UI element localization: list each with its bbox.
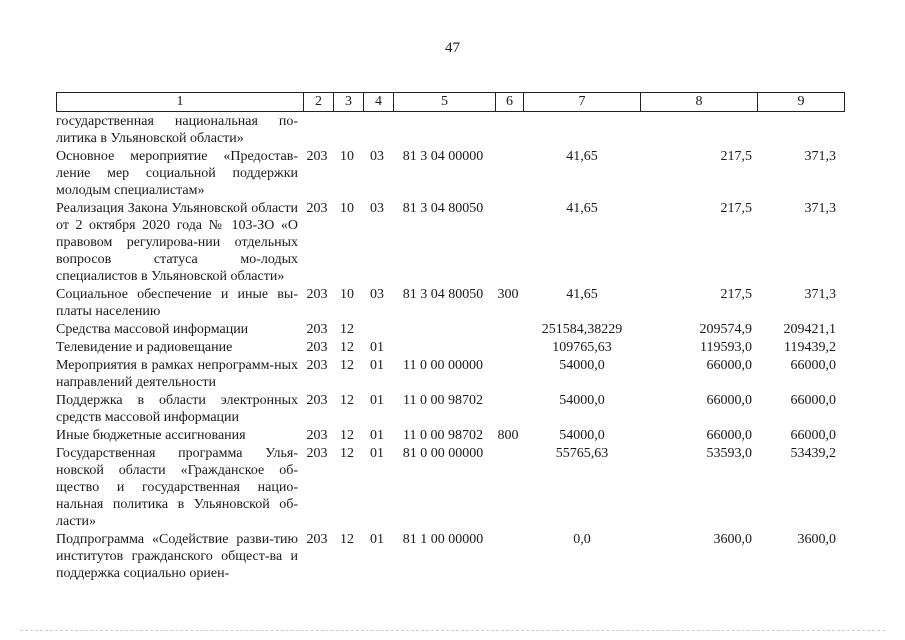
row-name-cell: Социальное обеспечение и иные вы-платы населению <box>56 287 298 319</box>
row-value-cell-7: 109765,63 <box>552 340 612 355</box>
row-value-cell-9: 371,3 <box>804 149 836 164</box>
page-bottom-edge <box>20 630 885 631</box>
row-value-cell-7: 55765,63 <box>555 446 609 461</box>
table-row <box>56 320 836 338</box>
row-value-cell-6 <box>494 391 522 426</box>
row-value-cell-8: 119593,0 <box>700 340 752 355</box>
row-value-cell-2: 203 <box>306 446 328 461</box>
row-value-cell-3: 12 <box>340 340 354 355</box>
row-value-cell-3: 12 <box>340 322 354 337</box>
row-value-cell-7: 41,65 <box>566 287 598 302</box>
row-value-cell-7: 54000,0 <box>559 393 605 408</box>
row-value-cell-6 <box>494 320 522 338</box>
row-value-cell-2: 203 <box>306 322 328 337</box>
row-value-cell-6 <box>494 147 522 199</box>
header-cell-3: 3 <box>334 93 364 112</box>
row-value-cell-3: 12 <box>340 393 354 408</box>
row-value-cell-8: 66000,0 <box>706 428 752 443</box>
table-row <box>56 444 836 530</box>
row-value-cell-9: 53439,2 <box>790 446 836 461</box>
row-value-cell-6 <box>494 356 522 391</box>
header-cell-6: 6 <box>496 93 524 112</box>
table-row <box>56 338 836 356</box>
row-value-cell-8: 209574,9 <box>699 322 752 337</box>
row-name-cell: Средства массовой информации <box>56 322 249 337</box>
row-name-cell: Поддержка в области электронных средств массовой информации <box>56 393 298 425</box>
header-cell-1: 1 <box>57 93 304 112</box>
row-value-cell-8: 66000,0 <box>706 393 752 408</box>
table-row <box>56 356 836 391</box>
row-value-cell-3: 10 <box>340 287 354 302</box>
row-value-cell-7: 251584,38229 <box>541 322 623 337</box>
row-value-cell-4: 03 <box>370 287 384 302</box>
row-value-cell-3: 10 <box>340 149 354 164</box>
row-value-cell-4: 03 <box>370 201 384 216</box>
row-value-cell-9: 66000,0 <box>790 393 836 408</box>
row-value-cell-5: 11 0 00 00000 <box>403 358 483 373</box>
row-name-cell: Мероприятия в рамках непрограмм-ных направлений деятельности <box>56 358 298 390</box>
table-row <box>56 391 836 426</box>
row-value-cell-4: 01 <box>370 358 384 373</box>
header-cell-8: 8 <box>641 93 758 112</box>
row-value-cell-2: 203 <box>306 149 328 164</box>
row-value-cell-5: 81 1 00 00000 <box>402 532 484 547</box>
row-value-cell-6 <box>494 338 522 356</box>
row-value-cell-7 <box>522 112 642 147</box>
table-row <box>56 147 836 199</box>
row-value-cell-6 <box>494 112 522 147</box>
row-value-cell-9: 371,3 <box>804 201 836 216</box>
header-cell-4: 4 <box>364 93 394 112</box>
row-value-cell-8: 217,5 <box>720 201 752 216</box>
row-value-cell-9: 371,3 <box>804 287 836 302</box>
header-cell-2: 2 <box>304 93 334 112</box>
row-value-cell-8: 3600,0 <box>713 532 752 547</box>
row-value-cell-9: 66000,0 <box>790 358 836 373</box>
row-value-cell-5: 81 3 04 80050 <box>402 287 484 302</box>
row-value-cell-7: 54000,0 <box>559 428 605 443</box>
row-value-cell-6 <box>494 199 522 285</box>
row-value-cell-5: 11 0 00 98702 <box>403 393 483 408</box>
row-value-cell-9: 209421,1 <box>783 322 836 337</box>
row-value-cell-4: 01 <box>370 340 384 355</box>
row-value-cell-5: 81 3 04 00000 <box>402 149 484 164</box>
row-value-cell-4: 01 <box>370 446 384 461</box>
row-value-cell-4 <box>362 320 392 338</box>
row-value-cell-3: 12 <box>340 428 354 443</box>
header-cell-5: 5 <box>394 93 496 112</box>
row-value-cell-6 <box>494 530 522 582</box>
row-value-cell-3: 10 <box>340 201 354 216</box>
row-value-cell-5: 81 0 00 00000 <box>402 446 484 461</box>
table-header <box>56 92 845 112</box>
row-value-cell-4: 03 <box>370 149 384 164</box>
row-value-cell-8: 217,5 <box>720 149 752 164</box>
row-value-cell-2: 203 <box>306 532 328 547</box>
row-value-cell-2: 203 <box>306 201 328 216</box>
row-name-cell: Государственная программа Улья-новской области «Гражданское об-щество и государственная нацио-нальная политика в Ульяновской об-ласти» <box>56 446 298 529</box>
row-name-cell: Реализация Закона Ульяновской области от 2 октября 2020 года № 103-ЗО «О правовом регулирова-нии отдельных вопросов статуса мо-лодых специалистов в Ульяновской области» <box>56 201 298 284</box>
row-value-cell-4: 01 <box>370 393 384 408</box>
header-cell-7: 7 <box>524 93 641 112</box>
row-value-cell-5 <box>392 320 494 338</box>
row-value-cell-8: 217,5 <box>720 287 752 302</box>
row-value-cell-3 <box>332 112 362 147</box>
table-row <box>56 426 836 444</box>
table-row <box>56 199 836 285</box>
table-row <box>56 285 836 320</box>
page-number: 47 <box>445 40 460 56</box>
row-name-cell: Иные бюджетные ассигнования <box>56 428 246 443</box>
row-value-cell-5: 11 0 00 98702 <box>403 428 483 443</box>
row-value-cell-2: 203 <box>306 393 328 408</box>
row-value-cell-5: 81 3 04 80050 <box>402 201 484 216</box>
row-name-cell: Подпрограмма «Содействие разви-тию институтов гражданского общест-ва и поддержка социально ориен- <box>56 532 298 581</box>
row-value-cell-9: 3600,0 <box>797 532 836 547</box>
header-cell-9: 9 <box>758 93 845 112</box>
row-name-cell: государственная национальная по-литика в Ульяновской области» <box>56 114 298 146</box>
row-name-cell: Телевидение и радиовещание <box>56 340 233 355</box>
row-value-cell-5 <box>392 338 494 356</box>
row-value-cell-8: 66000,0 <box>706 358 752 373</box>
row-value-cell-9 <box>766 112 836 147</box>
row-value-cell-2: 203 <box>306 358 328 373</box>
row-value-cell-9: 66000,0 <box>790 428 836 443</box>
row-value-cell-7: 54000,0 <box>559 358 605 373</box>
row-value-cell-7: 41,65 <box>566 201 598 216</box>
row-value-cell-3: 12 <box>340 446 354 461</box>
row-value-cell-2: 203 <box>306 287 328 302</box>
row-value-cell-9: 119439,2 <box>784 340 836 355</box>
row-value-cell-3: 12 <box>340 532 354 547</box>
budget-table <box>56 112 836 582</box>
row-value-cell-7: 41,65 <box>566 149 598 164</box>
row-value-cell-7: 0,0 <box>573 532 591 547</box>
table-row <box>56 112 836 147</box>
table-row <box>56 530 836 582</box>
row-value-cell-4: 01 <box>370 428 384 443</box>
row-value-cell-2: 203 <box>306 340 328 355</box>
row-value-cell-3: 12 <box>340 358 354 373</box>
row-value-cell-6: 300 <box>497 287 519 302</box>
row-value-cell-8: 53593,0 <box>706 446 752 461</box>
row-value-cell-6: 800 <box>497 428 519 443</box>
row-value-cell-4: 01 <box>370 532 384 547</box>
row-value-cell-4 <box>362 112 392 147</box>
row-value-cell-2 <box>302 112 332 147</box>
row-value-cell-6 <box>494 444 522 530</box>
row-value-cell-2: 203 <box>306 428 328 443</box>
row-value-cell-5 <box>392 112 494 147</box>
row-name-cell: Основное мероприятие «Предостав-ление мер социальной поддержки молодым специалистам» <box>56 149 298 198</box>
row-value-cell-8 <box>642 112 766 147</box>
